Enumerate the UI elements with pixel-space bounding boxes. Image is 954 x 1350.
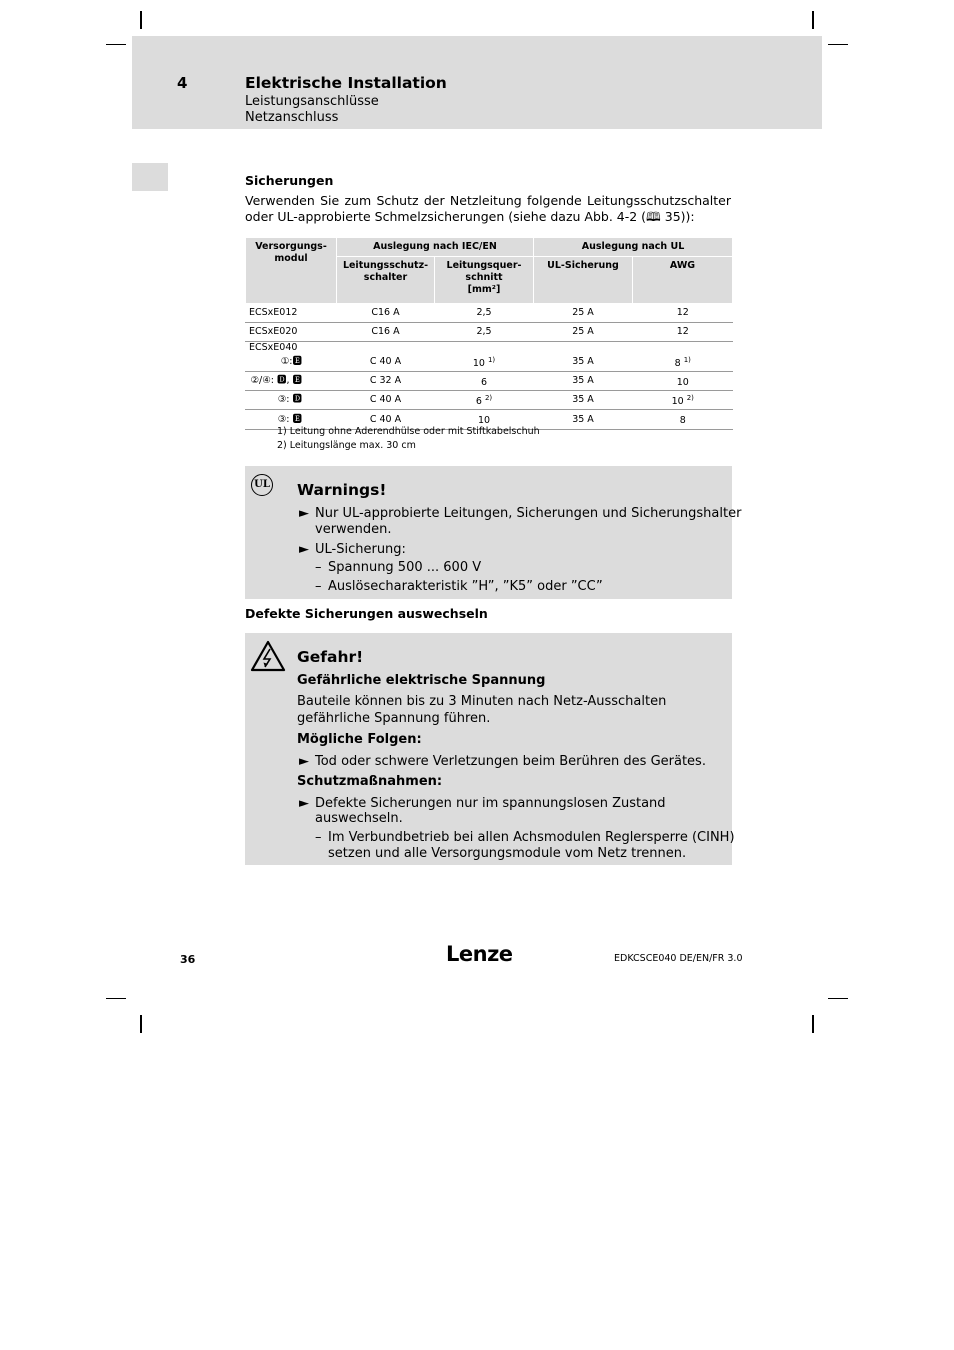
crop-mark	[828, 44, 848, 45]
electrical-hazard-icon	[250, 640, 286, 672]
cell-cross: 2,5	[435, 323, 534, 342]
cell-awg	[633, 410, 733, 429]
measure-item: auswechseln.	[315, 811, 403, 826]
header-cross-text: Leitungsquer-schnitt	[446, 260, 522, 283]
consequences-label: Mögliche Folgen:	[297, 732, 422, 747]
cell-breaker: C 40 A	[337, 391, 435, 410]
cell-awg	[633, 353, 733, 372]
danger-text: gefährliche Spannung führen.	[297, 711, 491, 726]
warning-subitem: Auslösecharakteristik ”H”, ”K5” oder ”CC”	[328, 579, 603, 594]
footnote: 2) Leitungslänge max. 30 cm	[277, 440, 416, 451]
consequence-item: Tod oder schwere Verletzungen beim Berühren des Gerätes.	[315, 754, 706, 769]
hazard-label: Gefährliche elektrische Spannung	[297, 673, 546, 688]
cell-cross	[435, 372, 534, 391]
warning-item: UL-Sicherung:	[315, 542, 406, 557]
measure-subitem: setzen und alle Versorgungsmodule vom Netz trennen.	[328, 846, 687, 861]
bullet-icon: ►	[299, 506, 309, 521]
chapter-title: Elektrische Installation	[245, 74, 447, 92]
footnote-ref: 1)	[683, 356, 691, 364]
measure-subitem: Im Verbundbetrieb bei allen Achsmodulen Reglersperre (CINH)	[328, 830, 735, 845]
table-row	[246, 323, 733, 342]
section-heading: Sicherungen	[245, 173, 334, 188]
cell-awg-value: 10	[676, 377, 689, 389]
cell-awg-value: 8	[674, 358, 681, 370]
footnote-ref: 2)	[484, 394, 493, 403]
cell-cross-value: 6	[475, 396, 482, 408]
header-awg: AWG	[633, 257, 733, 304]
cell-ul: 35 A	[534, 353, 633, 372]
cell-module: ②/④: 🅳, 🅴	[246, 372, 337, 391]
bullet-icon: ►	[299, 754, 309, 769]
ul-mark-icon: UL	[251, 474, 273, 496]
chapter-subtitle: Netzanschluss	[245, 110, 339, 125]
header-iec: Auslegung nach IEC/EN	[337, 238, 534, 257]
cell-cross	[435, 353, 534, 372]
cell-cross-value: 6	[480, 377, 488, 389]
footnote: 1) Leitung ohne Aderendhülse oder mit Stiftkabelschuh	[277, 426, 540, 437]
cell-module: ③: 🅴	[246, 410, 337, 429]
footnote-ref: 1)	[487, 356, 496, 364]
cell-module: ECSxE012	[246, 304, 337, 323]
cell-ul: 35 A	[534, 391, 633, 410]
dash-icon: –	[315, 579, 322, 594]
cell-ul: 25 A	[534, 304, 633, 323]
cell-awg-value: 8	[679, 415, 686, 427]
chapter-subtitle: Leistungsanschlüsse	[245, 94, 379, 109]
header-module: Versorgungs-modul	[246, 238, 337, 304]
dash-icon: –	[315, 560, 322, 575]
side-tab	[132, 163, 168, 191]
cell-cross-value: 10	[472, 358, 485, 370]
table-row	[246, 372, 733, 391]
cell-group-label: ECSxE040	[246, 342, 733, 354]
cell-module: ③: 🅳	[246, 391, 337, 410]
measure-item: Defekte Sicherungen nur im spannungslosen Zustand	[315, 796, 666, 811]
document-id: EDKCSCE040 DE/EN/FR 3.0	[614, 953, 743, 964]
danger-text: Bauteile können bis zu 3 Minuten nach Netz-Ausschalten	[297, 694, 667, 709]
cell-breaker: C16 A	[337, 304, 435, 323]
section-heading: Defekte Sicherungen auswechseln	[245, 606, 488, 621]
bullet-icon: ►	[299, 796, 309, 811]
cell-breaker: C 40 A	[337, 353, 435, 372]
intro-line: oder UL-approbierte Schmelzsicherungen (siehe dazu Abb. 4-2 (🕮 35)):	[245, 209, 695, 224]
dash-icon: –	[315, 830, 322, 845]
warning-item: verwenden.	[315, 522, 392, 537]
crop-mark	[140, 1015, 142, 1033]
chapter-number: 4	[177, 74, 188, 92]
cell-module: ①:🅴	[246, 353, 337, 372]
crop-mark	[140, 11, 142, 29]
cell-module: ECSxE020	[246, 323, 337, 342]
table-row	[246, 353, 733, 372]
cell-awg: 12	[633, 304, 733, 323]
cell-awg: 12	[633, 323, 733, 342]
header-cross-section	[435, 257, 534, 304]
lenze-logo: Lenze	[446, 942, 513, 966]
footnote-ref: 2)	[686, 394, 694, 403]
header-breaker: Leitungsschutz-schalter	[337, 257, 435, 304]
header-ul-fuse: UL-Sicherung	[534, 257, 633, 304]
page-number: 36	[180, 953, 196, 966]
warning-subitem: Spannung 500 ... 600 V	[328, 560, 482, 575]
cell-ul: 25 A	[534, 323, 633, 342]
cell-awg	[633, 372, 733, 391]
crop-mark	[828, 998, 848, 999]
cell-cross-value: 10	[477, 415, 491, 427]
intro-paragraph	[245, 193, 731, 225]
crop-mark	[812, 11, 814, 29]
cell-breaker: C16 A	[337, 323, 435, 342]
cell-ul: 35 A	[534, 410, 633, 429]
table-group-row	[246, 342, 733, 354]
cell-cross	[435, 391, 534, 410]
bullet-icon: ►	[299, 542, 309, 557]
table-row	[246, 391, 733, 410]
crop-mark	[106, 44, 126, 45]
cell-breaker: C 40 A	[337, 410, 435, 429]
header-cross-unit: [mm²]	[467, 284, 501, 295]
header-ul: Auslegung nach UL	[534, 238, 733, 257]
intro-line: Verwenden Sie zum Schutz der Netzleitung folgende Leitungsschutzschalter	[245, 193, 731, 208]
warning-item: Nur UL-approbierte Leitungen, Sicherungen und Sicherungshalter	[315, 506, 742, 521]
cell-awg-value: 10	[671, 396, 684, 408]
warning-title: Warnings!	[297, 481, 387, 499]
table-row	[246, 304, 733, 323]
fuse-table	[245, 237, 733, 430]
crop-mark	[812, 1015, 814, 1033]
cell-awg	[633, 391, 733, 410]
crop-mark	[106, 998, 126, 999]
cell-breaker: C 32 A	[337, 372, 435, 391]
cell-ul: 35 A	[534, 372, 633, 391]
measures-label: Schutzmaßnahmen:	[297, 774, 443, 789]
danger-title: Gefahr!	[297, 648, 364, 666]
page-header	[132, 36, 822, 129]
cell-cross: 2,5	[435, 304, 534, 323]
